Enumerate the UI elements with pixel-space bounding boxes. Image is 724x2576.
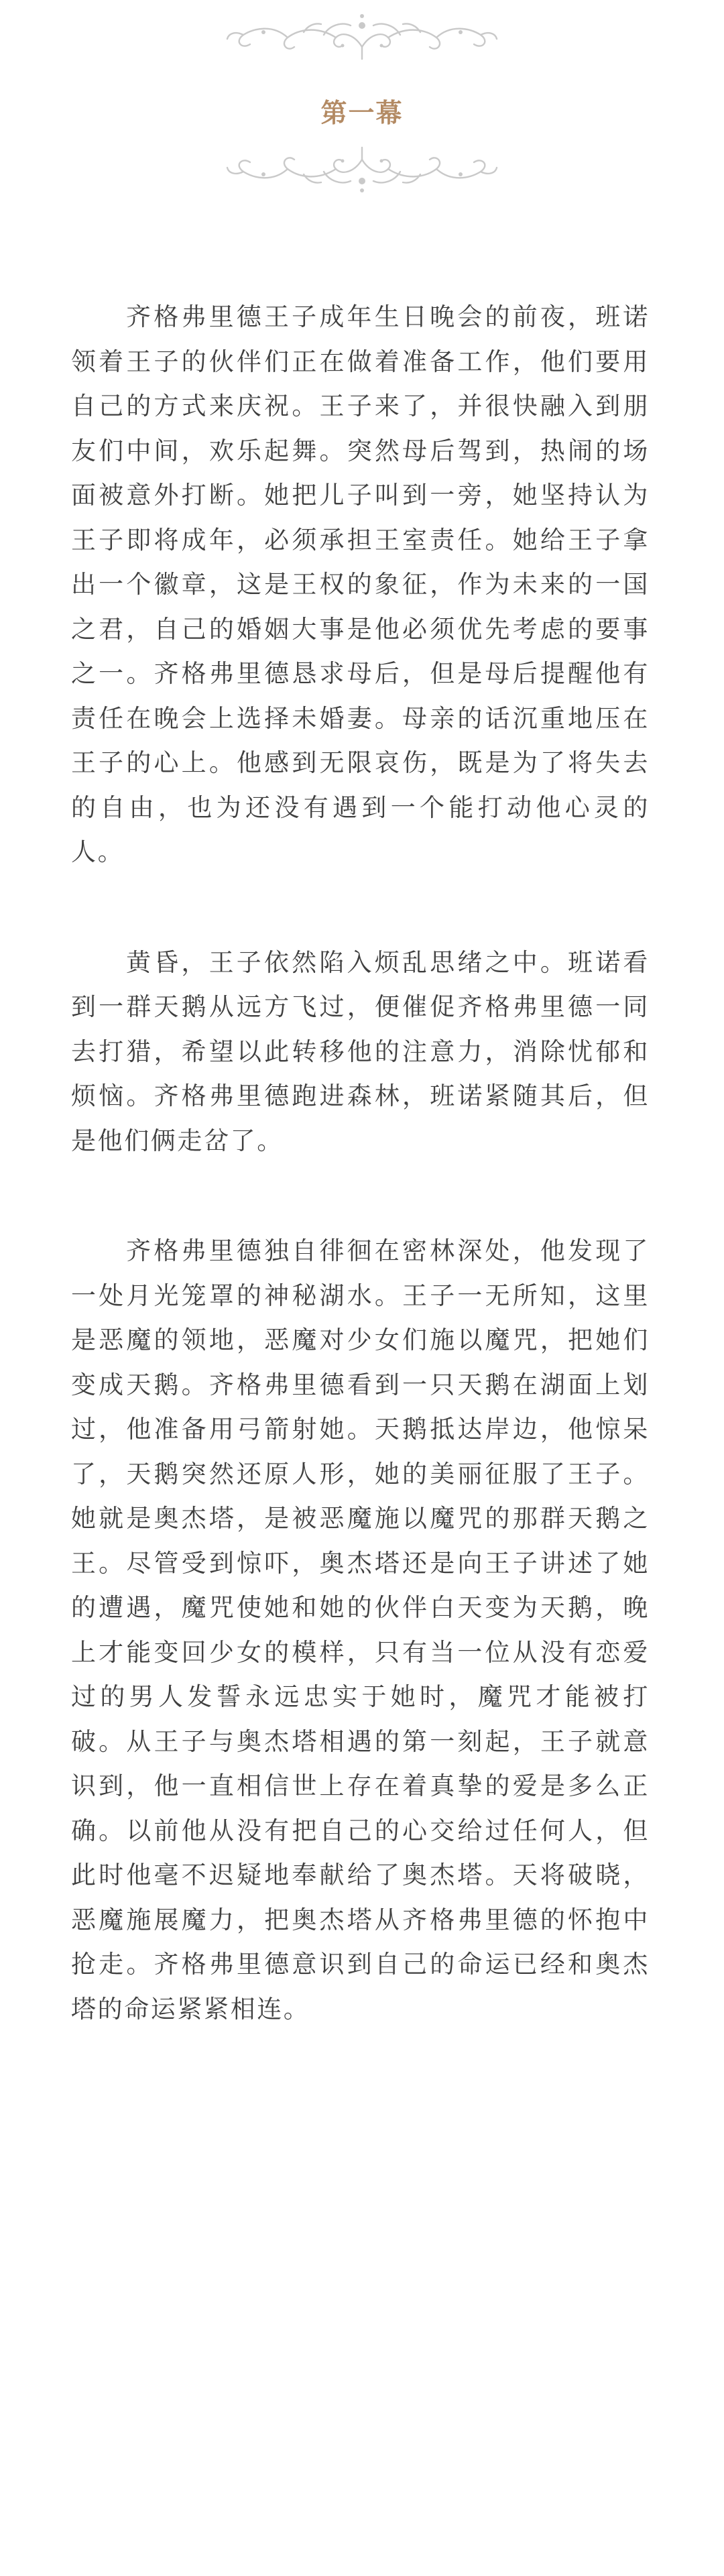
- paragraph-1: 齐格弗里德王子成年生日晚会的前夜，班诺领着王子的伙伴们正在做着准备工作，他们要用自己的方式来庆祝。王子来了，并很快融入到朋友们中间，欢乐起舞。突然母后驾到，热闹的场面被意外打断。她把儿子叫到一旁，她坚持认为王子即将成年，必须承担王室责任。她给王子拿出一个徽章，这是王权的象征，作为未来的一国之君，自己的婚姻大事是他必须优先考虑的要事之一。齐格弗里德恳求母后，但是母后提醒他有责任在晚会上选择未婚妻。母亲的话沉重地压在王子的心上。他感到无限哀伤，既是为了将失去的自由，也为还没有遇到一个能打动他心灵的人。: [71, 302, 650, 866]
- act-title: 第一幕: [320, 99, 404, 129]
- paragraph-3: 齐格弗里德独自徘徊在密林深处，他发现了一处月光笼罩的神秘湖水。王子一无所知，这里是恶魔的领地，恶魔对少女们施以魔咒，把她们变成天鹅。齐格弗里德看到一只天鹅在湖面上划过，他准备用弓箭射她。天鹅抵达岸边，他惊呆了，天鹅突然还原人形，她的美丽征服了王子。她就是奥杰塔，是被恶魔施以魔咒的那群天鹅之王。尽管受到惊吓，奥杰塔还是向王子讲述了她的遭遇，魔咒使她和她的伙伴白天变为天鹅，晚上才能变回少女的模样，只有当一位从没有恋爱过的男人发誓永远忠实于她时，魔咒才能被打破。从王子与奥杰塔相遇的第一刻起，王子就意识到，他一直相信世上存在着真挚的爱是多么正确。以前他从没有把自己的心交给过任何人，但此时他毫不迟疑地奉献给了奥杰塔。天将破晓，恶魔施展魔力，把奥杰塔从齐格弗里德的怀抱中抢走。齐格弗里德意识到自己的命运已经和奥杰塔的命运紧紧相连。: [71, 1236, 650, 2024]
- bottom-flourish-icon: [223, 143, 501, 201]
- paragraph-2: 黄昏，王子依然陷入烦乱思绪之中。班诺看到一群天鹅从远方飞过，便催促齐格弗里德一同去打猎，希望以此转移他的注意力，消除忧郁和烦恼。齐格弗里德跑进森林，班诺紧随其后，但是他们俩走岔了。: [71, 947, 650, 1155]
- top-flourish-icon: [223, 5, 501, 63]
- synopsis-body: [71, 295, 650, 2097]
- act-header: [0, 0, 724, 201]
